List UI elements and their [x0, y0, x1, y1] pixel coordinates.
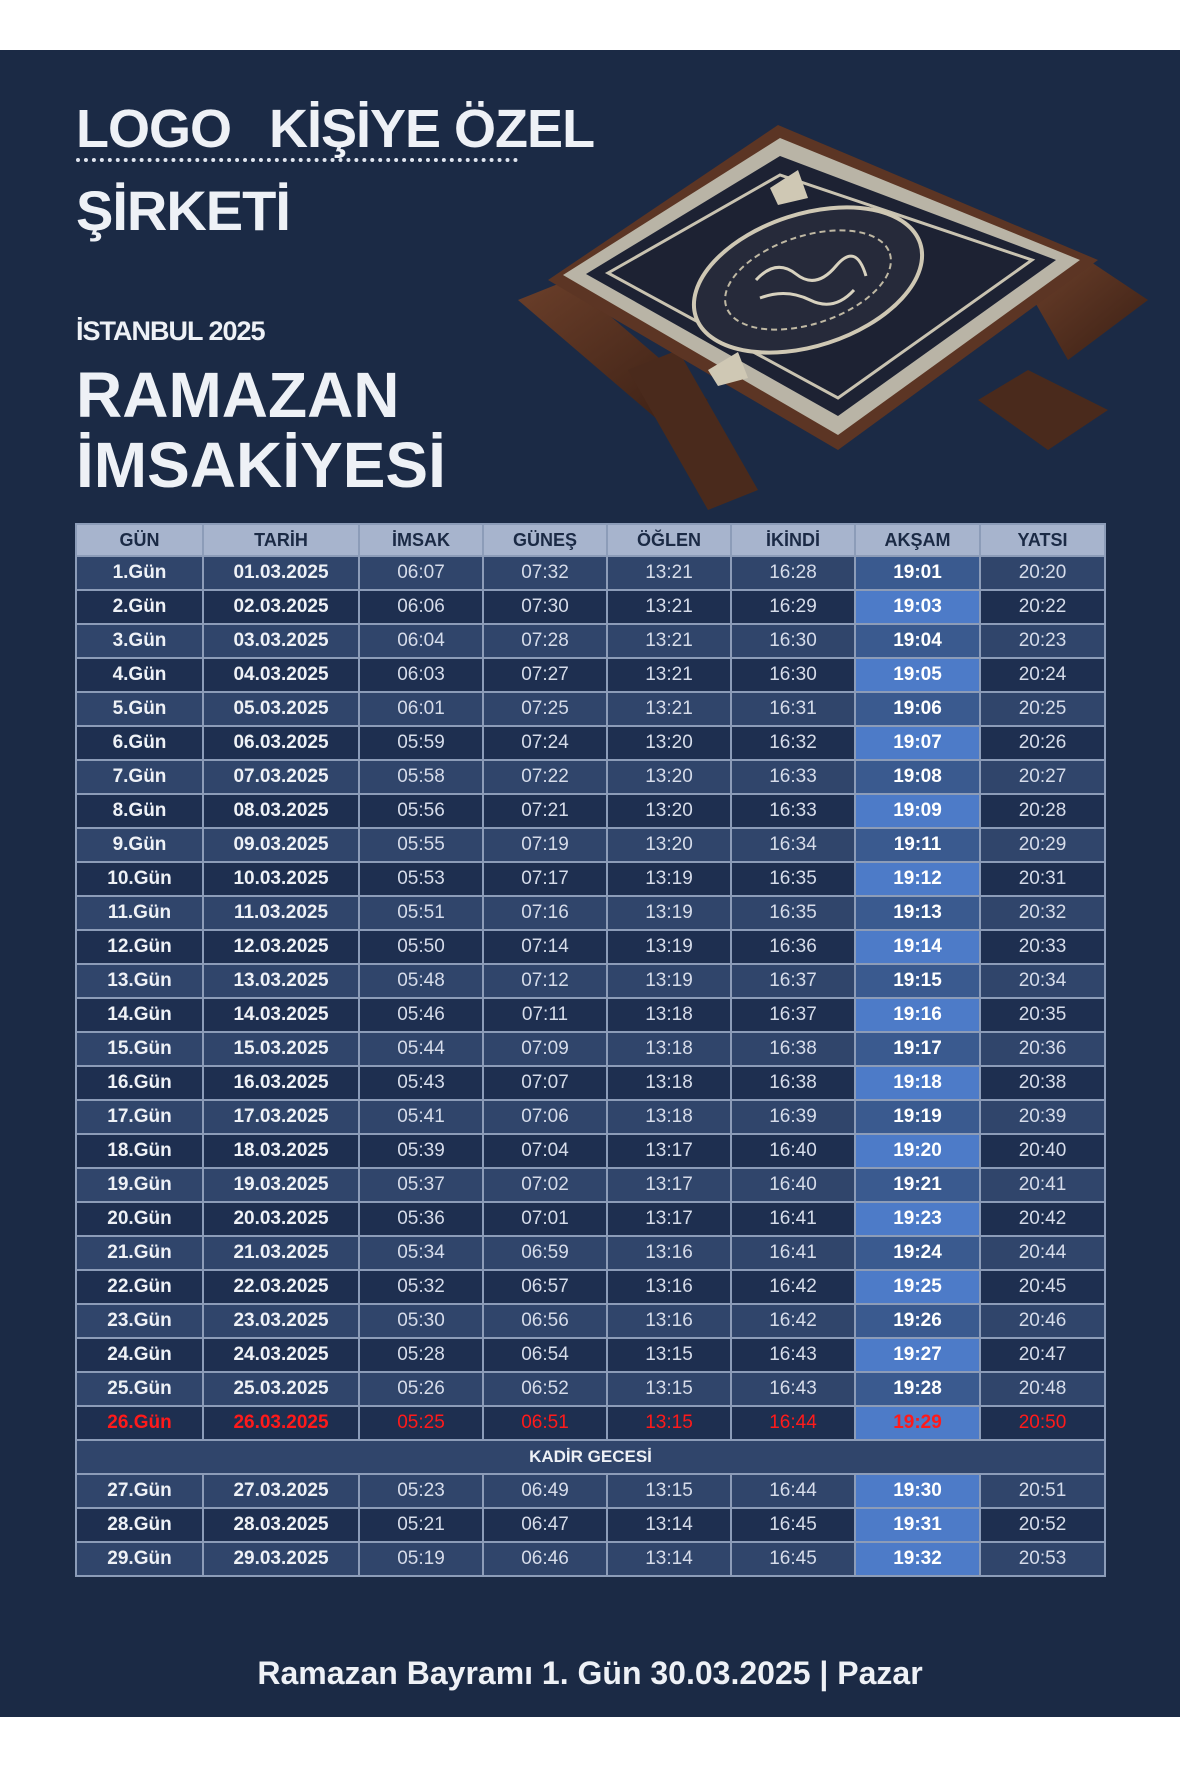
table-row	[76, 556, 1105, 590]
cell-oglen: 13:17	[607, 1134, 731, 1168]
cell-yatsi: 20:51	[980, 1474, 1105, 1508]
cell-aksam: 19:20	[855, 1134, 980, 1168]
cell-imsak: 05:34	[359, 1236, 483, 1270]
cell-gun: 15.Gün	[76, 1032, 203, 1066]
cell-yatsi: 20:28	[980, 794, 1105, 828]
cell-oglen: 13:21	[607, 624, 731, 658]
cell-yatsi: 20:39	[980, 1100, 1105, 1134]
cell-imsak: 05:51	[359, 896, 483, 930]
cell-gunes: 06:51	[483, 1406, 607, 1440]
cell-ikindi: 16:45	[731, 1542, 855, 1576]
cell-imsak: 05:23	[359, 1474, 483, 1508]
cell-tarih: 15.03.2025	[203, 1032, 359, 1066]
cell-tarih: 25.03.2025	[203, 1372, 359, 1406]
cell-oglen: 13:18	[607, 1032, 731, 1066]
cell-gunes: 07:14	[483, 930, 607, 964]
cell-ikindi: 16:30	[731, 624, 855, 658]
cell-tarih: 17.03.2025	[203, 1100, 359, 1134]
cell-oglen: 13:15	[607, 1474, 731, 1508]
col-header-tarih: TARİH	[203, 524, 359, 556]
cell-ikindi: 16:31	[731, 692, 855, 726]
cell-oglen: 13:20	[607, 726, 731, 760]
cell-tarih: 10.03.2025	[203, 862, 359, 896]
table-row	[76, 1134, 1105, 1168]
cell-gun: 21.Gün	[76, 1236, 203, 1270]
table-row	[76, 1168, 1105, 1202]
cell-oglen: 13:19	[607, 896, 731, 930]
cell-ikindi: 16:43	[731, 1372, 855, 1406]
table-row	[76, 1236, 1105, 1270]
table-row	[76, 1304, 1105, 1338]
cell-gun: 2.Gün	[76, 590, 203, 624]
kadir-gecesi-row	[76, 1440, 1105, 1474]
cell-gun: 29.Gün	[76, 1542, 203, 1576]
cell-aksam: 19:28	[855, 1372, 980, 1406]
cell-gunes: 07:25	[483, 692, 607, 726]
table-row	[76, 1066, 1105, 1100]
cell-ikindi: 16:44	[731, 1474, 855, 1508]
cell-aksam: 19:16	[855, 998, 980, 1032]
cell-gunes: 06:49	[483, 1474, 607, 1508]
cell-tarih: 20.03.2025	[203, 1202, 359, 1236]
table-row	[76, 1542, 1105, 1576]
cell-aksam: 19:31	[855, 1508, 980, 1542]
cell-ikindi: 16:38	[731, 1032, 855, 1066]
cell-ikindi: 16:45	[731, 1508, 855, 1542]
cell-gunes: 07:16	[483, 896, 607, 930]
cell-yatsi: 20:48	[980, 1372, 1105, 1406]
cell-imsak: 05:41	[359, 1100, 483, 1134]
cell-tarih: 23.03.2025	[203, 1304, 359, 1338]
cell-oglen: 13:20	[607, 794, 731, 828]
cell-imsak: 05:37	[359, 1168, 483, 1202]
cell-gun: 5.Gün	[76, 692, 203, 726]
table-row	[76, 1100, 1105, 1134]
logo-text: LOGO	[76, 99, 231, 159]
cell-aksam: 19:13	[855, 896, 980, 930]
table-row	[76, 1338, 1105, 1372]
cell-gun: 1.Gün	[76, 556, 203, 590]
cell-ikindi: 16:29	[731, 590, 855, 624]
cell-oglen: 13:15	[607, 1338, 731, 1372]
cell-tarih: 16.03.2025	[203, 1066, 359, 1100]
cell-gunes: 06:47	[483, 1508, 607, 1542]
cell-gunes: 07:12	[483, 964, 607, 998]
cell-oglen: 13:21	[607, 692, 731, 726]
poster	[0, 50, 1180, 1717]
cell-gunes: 07:27	[483, 658, 607, 692]
cell-aksam: 19:08	[855, 760, 980, 794]
cell-tarih: 27.03.2025	[203, 1474, 359, 1508]
cell-yatsi: 20:31	[980, 862, 1105, 896]
cell-gunes: 06:59	[483, 1236, 607, 1270]
cell-aksam: 19:06	[855, 692, 980, 726]
cell-gunes: 07:32	[483, 556, 607, 590]
cell-gun: 16.Gün	[76, 1066, 203, 1100]
cell-gun: 20.Gün	[76, 1202, 203, 1236]
cell-gun: 4.Gün	[76, 658, 203, 692]
cell-aksam: 19:11	[855, 828, 980, 862]
cell-ikindi: 16:42	[731, 1270, 855, 1304]
cell-imsak: 05:25	[359, 1406, 483, 1440]
cell-aksam: 19:27	[855, 1338, 980, 1372]
cell-oglen: 13:14	[607, 1508, 731, 1542]
cell-tarih: 13.03.2025	[203, 964, 359, 998]
cell-imsak: 05:46	[359, 998, 483, 1032]
cell-yatsi: 20:22	[980, 590, 1105, 624]
cell-yatsi: 20:33	[980, 930, 1105, 964]
cell-oglen: 13:19	[607, 862, 731, 896]
cell-gunes: 07:24	[483, 726, 607, 760]
cell-gunes: 07:09	[483, 1032, 607, 1066]
cell-gunes: 07:01	[483, 1202, 607, 1236]
cell-yatsi: 20:52	[980, 1508, 1105, 1542]
table-body	[76, 556, 1105, 1576]
cell-yatsi: 20:46	[980, 1304, 1105, 1338]
cell-gunes: 07:11	[483, 998, 607, 1032]
table-row	[76, 1474, 1105, 1508]
cell-yatsi: 20:34	[980, 964, 1105, 998]
table-row	[76, 760, 1105, 794]
cell-oglen: 13:16	[607, 1270, 731, 1304]
cell-aksam: 19:07	[855, 726, 980, 760]
table-row	[76, 590, 1105, 624]
table-row	[76, 624, 1105, 658]
cell-tarih: 03.03.2025	[203, 624, 359, 658]
col-header-imsak: İMSAK	[359, 524, 483, 556]
cell-ikindi: 16:41	[731, 1236, 855, 1270]
cell-ikindi: 16:30	[731, 658, 855, 692]
cell-gunes: 07:02	[483, 1168, 607, 1202]
cell-aksam: 19:05	[855, 658, 980, 692]
page-title-line2: İMSAKİYESİ	[76, 429, 446, 501]
cell-ikindi: 16:35	[731, 896, 855, 930]
imsakiye-table	[75, 523, 1106, 1577]
cell-imsak: 05:44	[359, 1032, 483, 1066]
table-row	[76, 726, 1105, 760]
cell-oglen: 13:16	[607, 1304, 731, 1338]
table-row	[76, 1202, 1105, 1236]
cell-yatsi: 20:32	[980, 896, 1105, 930]
cell-oglen: 13:20	[607, 828, 731, 862]
table-row	[76, 862, 1105, 896]
page-title-line1: RAMAZAN	[76, 359, 400, 431]
cell-ikindi: 16:43	[731, 1338, 855, 1372]
cell-tarih: 04.03.2025	[203, 658, 359, 692]
cell-gunes: 07:30	[483, 590, 607, 624]
cell-oglen: 13:20	[607, 760, 731, 794]
cell-yatsi: 20:35	[980, 998, 1105, 1032]
cell-tarih: 29.03.2025	[203, 1542, 359, 1576]
cell-aksam: 19:26	[855, 1304, 980, 1338]
cell-tarih: 02.03.2025	[203, 590, 359, 624]
cell-tarih: 07.03.2025	[203, 760, 359, 794]
table-row	[76, 1508, 1105, 1542]
cell-ikindi: 16:42	[731, 1304, 855, 1338]
cell-ikindi: 16:28	[731, 556, 855, 590]
cell-aksam: 19:15	[855, 964, 980, 998]
cell-oglen: 13:21	[607, 556, 731, 590]
cell-ikindi: 16:40	[731, 1134, 855, 1168]
cell-gunes: 07:17	[483, 862, 607, 896]
table-row	[76, 1406, 1105, 1440]
cell-oglen: 13:19	[607, 930, 731, 964]
table-row	[76, 930, 1105, 964]
cell-ikindi: 16:40	[731, 1168, 855, 1202]
cell-tarih: 08.03.2025	[203, 794, 359, 828]
cell-tarih: 11.03.2025	[203, 896, 359, 930]
cell-ikindi: 16:44	[731, 1406, 855, 1440]
cell-tarih: 12.03.2025	[203, 930, 359, 964]
cell-ikindi: 16:33	[731, 794, 855, 828]
cell-gun: 25.Gün	[76, 1372, 203, 1406]
cell-tarih: 18.03.2025	[203, 1134, 359, 1168]
cell-yatsi: 20:42	[980, 1202, 1105, 1236]
cell-aksam: 19:21	[855, 1168, 980, 1202]
cell-yatsi: 20:36	[980, 1032, 1105, 1066]
cell-imsak: 05:48	[359, 964, 483, 998]
cell-yatsi: 20:20	[980, 556, 1105, 590]
cell-gun: 9.Gün	[76, 828, 203, 862]
brand-line: KİŞİYE ÖZEL	[269, 99, 595, 159]
table-row	[76, 998, 1105, 1032]
cell-aksam: 19:14	[855, 930, 980, 964]
cell-tarih: 06.03.2025	[203, 726, 359, 760]
cell-oglen: 13:15	[607, 1406, 731, 1440]
stand-leg-back	[978, 370, 1108, 450]
col-header-gunes: GÜNEŞ	[483, 524, 607, 556]
cell-aksam: 19:18	[855, 1066, 980, 1100]
cell-gunes: 07:21	[483, 794, 607, 828]
cell-gunes: 07:04	[483, 1134, 607, 1168]
cell-imsak: 05:21	[359, 1508, 483, 1542]
cell-imsak: 06:06	[359, 590, 483, 624]
cell-ikindi: 16:41	[731, 1202, 855, 1236]
cell-imsak: 05:53	[359, 862, 483, 896]
cell-gun: 8.Gün	[76, 794, 203, 828]
cell-imsak: 05:56	[359, 794, 483, 828]
col-header-gun: GÜN	[76, 524, 203, 556]
cell-yatsi: 20:40	[980, 1134, 1105, 1168]
cell-tarih: 24.03.2025	[203, 1338, 359, 1372]
cell-oglen: 13:15	[607, 1372, 731, 1406]
cell-yatsi: 20:24	[980, 658, 1105, 692]
cell-gun: 11.Gün	[76, 896, 203, 930]
cell-aksam: 19:23	[855, 1202, 980, 1236]
cell-tarih: 22.03.2025	[203, 1270, 359, 1304]
cell-imsak: 06:01	[359, 692, 483, 726]
cell-gun: 18.Gün	[76, 1134, 203, 1168]
table-row	[76, 1032, 1105, 1066]
cell-imsak: 06:03	[359, 658, 483, 692]
cell-ikindi: 16:34	[731, 828, 855, 862]
cell-aksam: 19:19	[855, 1100, 980, 1134]
cell-oglen: 13:14	[607, 1542, 731, 1576]
cell-ikindi: 16:39	[731, 1100, 855, 1134]
cell-ikindi: 16:36	[731, 930, 855, 964]
cell-aksam: 19:30	[855, 1474, 980, 1508]
cell-tarih: 01.03.2025	[203, 556, 359, 590]
cell-aksam: 19:29	[855, 1406, 980, 1440]
cell-yatsi: 20:41	[980, 1168, 1105, 1202]
table-row	[76, 1270, 1105, 1304]
cell-gun: 12.Gün	[76, 930, 203, 964]
cell-imsak: 05:50	[359, 930, 483, 964]
cell-oglen: 13:19	[607, 964, 731, 998]
cell-gunes: 06:54	[483, 1338, 607, 1372]
cell-gunes: 07:07	[483, 1066, 607, 1100]
table-row	[76, 692, 1105, 726]
cell-gun: 19.Gün	[76, 1168, 203, 1202]
cell-oglen: 13:18	[607, 998, 731, 1032]
cell-gunes: 06:56	[483, 1304, 607, 1338]
table-row	[76, 658, 1105, 692]
cell-oglen: 13:21	[607, 658, 731, 692]
table-header-row	[76, 524, 1105, 556]
bayram-footer: Ramazan Bayramı 1. Gün 30.03.2025 | Pazar	[257, 1655, 923, 1691]
col-header-yatsi: YATSI	[980, 524, 1105, 556]
cell-imsak: 05:55	[359, 828, 483, 862]
cell-imsak: 05:59	[359, 726, 483, 760]
cell-oglen: 13:17	[607, 1168, 731, 1202]
dotted-divider	[76, 158, 518, 162]
cell-aksam: 19:04	[855, 624, 980, 658]
cell-imsak: 05:30	[359, 1304, 483, 1338]
cell-oglen: 13:18	[607, 1100, 731, 1134]
cell-gun: 6.Gün	[76, 726, 203, 760]
cell-ikindi: 16:35	[731, 862, 855, 896]
cell-aksam: 19:24	[855, 1236, 980, 1270]
cell-gun: 23.Gün	[76, 1304, 203, 1338]
cell-aksam: 19:09	[855, 794, 980, 828]
cell-yatsi: 20:29	[980, 828, 1105, 862]
cell-gun: 28.Gün	[76, 1508, 203, 1542]
cell-gunes: 07:22	[483, 760, 607, 794]
table-row	[76, 896, 1105, 930]
cell-tarih: 19.03.2025	[203, 1168, 359, 1202]
company-name: ŞİRKETİ	[76, 179, 290, 242]
cell-yatsi: 20:44	[980, 1236, 1105, 1270]
cell-aksam: 19:12	[855, 862, 980, 896]
cell-gun: 22.Gün	[76, 1270, 203, 1304]
cell-gunes: 07:06	[483, 1100, 607, 1134]
cell-imsak: 06:04	[359, 624, 483, 658]
cell-ikindi: 16:33	[731, 760, 855, 794]
cell-gun: 17.Gün	[76, 1100, 203, 1134]
cell-gunes: 06:46	[483, 1542, 607, 1576]
cell-tarih: 09.03.2025	[203, 828, 359, 862]
cell-yatsi: 20:26	[980, 726, 1105, 760]
cell-gun: 3.Gün	[76, 624, 203, 658]
cell-imsak: 05:19	[359, 1542, 483, 1576]
cell-imsak: 05:58	[359, 760, 483, 794]
cell-oglen: 13:16	[607, 1236, 731, 1270]
cell-yatsi: 20:50	[980, 1406, 1105, 1440]
cell-gunes: 06:52	[483, 1372, 607, 1406]
cell-gun: 27.Gün	[76, 1474, 203, 1508]
cell-yatsi: 20:53	[980, 1542, 1105, 1576]
cell-tarih: 28.03.2025	[203, 1508, 359, 1542]
cell-yatsi: 20:27	[980, 760, 1105, 794]
cell-aksam: 19:32	[855, 1542, 980, 1576]
cell-imsak: 05:39	[359, 1134, 483, 1168]
col-header-oglen: ÖĞLEN	[607, 524, 731, 556]
quran-on-rahle-image	[508, 70, 1168, 540]
city-year: İSTANBUL 2025	[76, 316, 265, 346]
cell-tarih: 14.03.2025	[203, 998, 359, 1032]
cell-imsak: 05:32	[359, 1270, 483, 1304]
cell-imsak: 05:28	[359, 1338, 483, 1372]
cell-gun: 13.Gün	[76, 964, 203, 998]
table-row	[76, 828, 1105, 862]
cell-oglen: 13:17	[607, 1202, 731, 1236]
col-header-aksam: AKŞAM	[855, 524, 980, 556]
cell-oglen: 13:21	[607, 590, 731, 624]
cell-oglen: 13:18	[607, 1066, 731, 1100]
col-header-ikindi: İKİNDİ	[731, 524, 855, 556]
cell-ikindi: 16:32	[731, 726, 855, 760]
cell-aksam: 19:25	[855, 1270, 980, 1304]
cell-imsak: 06:07	[359, 556, 483, 590]
cell-ikindi: 16:38	[731, 1066, 855, 1100]
cell-tarih: 21.03.2025	[203, 1236, 359, 1270]
table-row	[76, 964, 1105, 998]
cell-imsak: 05:26	[359, 1372, 483, 1406]
cell-aksam: 19:01	[855, 556, 980, 590]
table-row	[76, 1372, 1105, 1406]
cell-tarih: 05.03.2025	[203, 692, 359, 726]
cell-yatsi: 20:47	[980, 1338, 1105, 1372]
cell-imsak: 05:43	[359, 1066, 483, 1100]
cell-gunes: 07:28	[483, 624, 607, 658]
cell-gun: 24.Gün	[76, 1338, 203, 1372]
cell-gunes: 06:57	[483, 1270, 607, 1304]
cell-gun: 14.Gün	[76, 998, 203, 1032]
cell-yatsi: 20:38	[980, 1066, 1105, 1100]
kadir-gecesi-label: KADİR GECESİ	[76, 1440, 1105, 1474]
table-row	[76, 794, 1105, 828]
cell-ikindi: 16:37	[731, 998, 855, 1032]
cell-gun: 7.Gün	[76, 760, 203, 794]
cell-yatsi: 20:45	[980, 1270, 1105, 1304]
cell-gunes: 07:19	[483, 828, 607, 862]
cell-yatsi: 20:25	[980, 692, 1105, 726]
cell-gun: 10.Gün	[76, 862, 203, 896]
cell-gun: 26.Gün	[76, 1406, 203, 1440]
cell-yatsi: 20:23	[980, 624, 1105, 658]
cell-aksam: 19:17	[855, 1032, 980, 1066]
cell-imsak: 05:36	[359, 1202, 483, 1236]
cell-aksam: 19:03	[855, 590, 980, 624]
cell-tarih: 26.03.2025	[203, 1406, 359, 1440]
cell-ikindi: 16:37	[731, 964, 855, 998]
